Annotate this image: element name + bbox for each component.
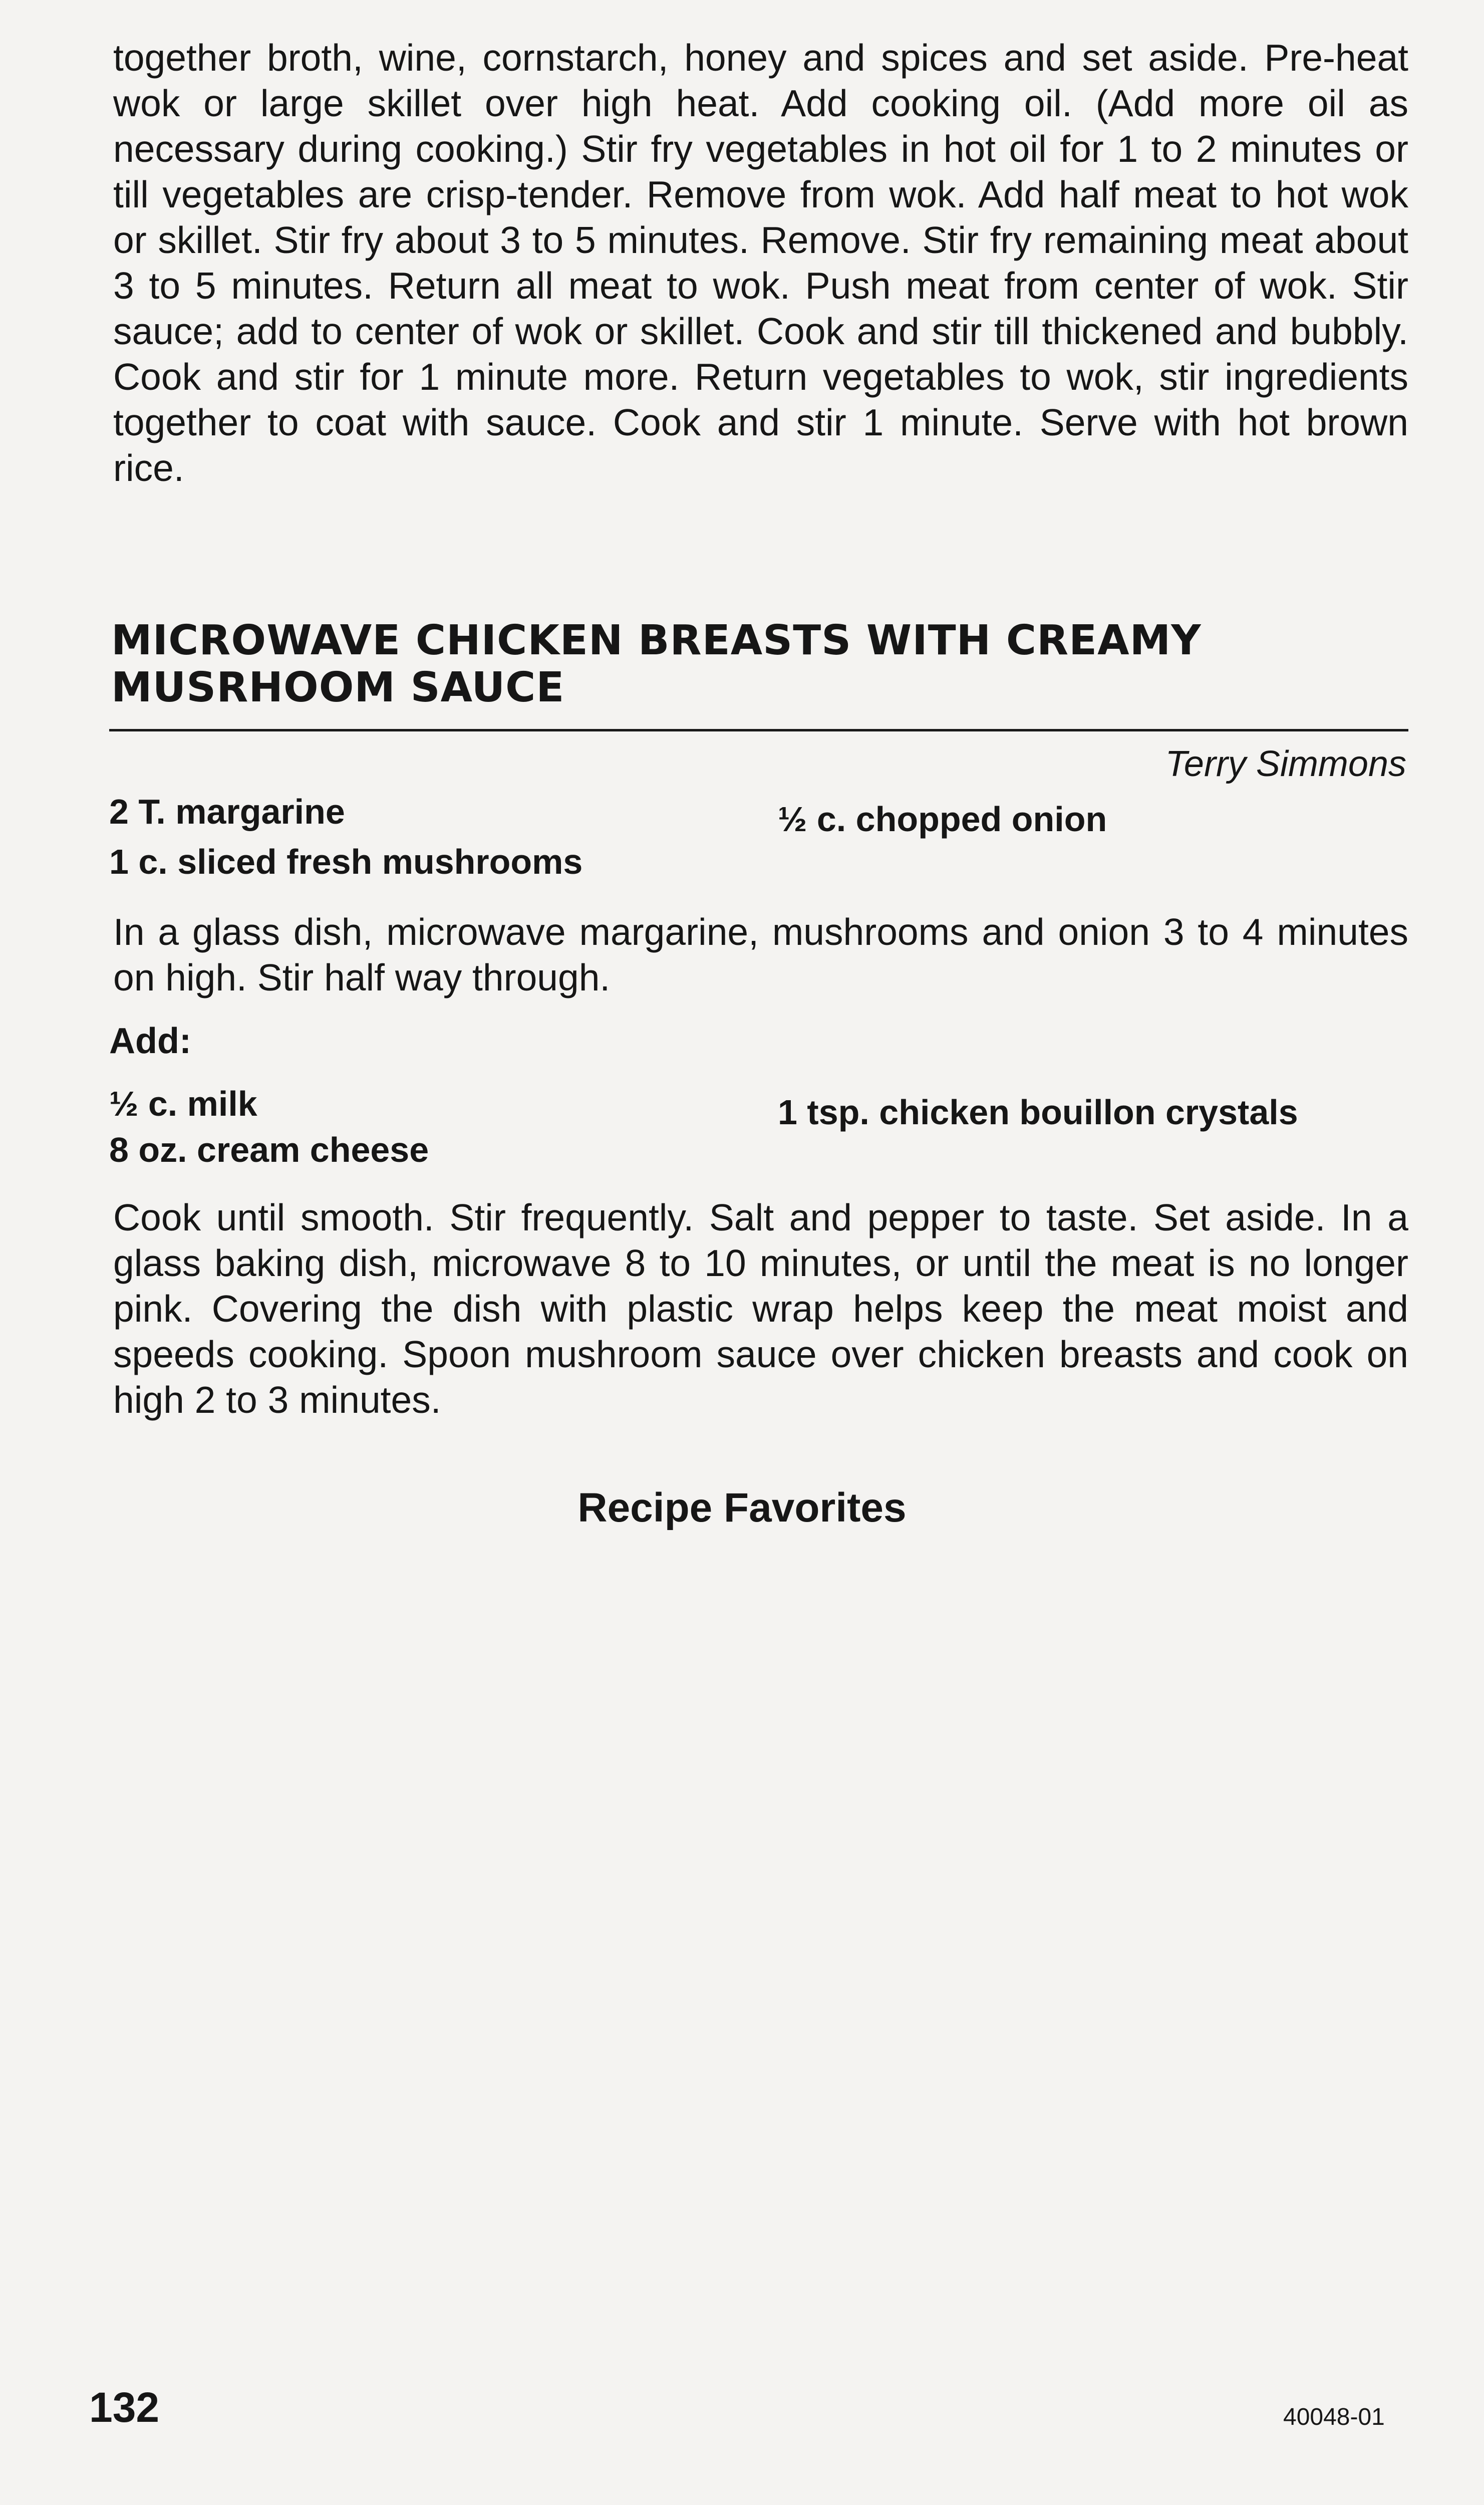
ingredient: 1 tsp. chicken bouillon crystals xyxy=(778,1093,1298,1132)
recipe-step: Cook until smooth. Stir frequently. Salt and pepper to taste. Set aside. In a glass baking dish, microwave 8 to 10 minutes, or until the meat is no longer pink. Covering the dish with plastic wrap helps keep the meat moist and speeds cooking. Spoon mushroom sauce over chicken breasts and cook on high 2 to 3 minutes. xyxy=(113,1196,1408,1421)
ingredient: 2 T. margarine xyxy=(109,792,345,831)
title-divider xyxy=(109,729,1408,731)
add-label: Add: xyxy=(109,1021,191,1061)
previous-recipe-directions: together broth, wine, cornstarch, honey and spices and set aside. Pre-heat wok or large skillet over high heat. Add cooking oil. (Add more oil as necessary during cooking.) Stir fry vegetables in hot oil for 1 to 2 minutes or till vegetables are crisp-tender. Remove from wok. Add half meat to hot wok or skillet. Stir fry about 3 to 5 minutes. Remove. Stir fry remaining meat about 3 to 5 minutes. Return all meat to wok. Push meat from center of wok. Stir sauce; add to center of wok or skillet. Cook and stir till thickened and bubbly. Cook and stir for 1 minute more. Return vegetables to wok, stir ingredients together to coat with sauce. Cook and stir 1 minute. Serve with hot brown rice. xyxy=(113,37,1408,489)
recipe-author: Terry Simmons xyxy=(1165,744,1406,784)
section-heading: Recipe Favorites xyxy=(577,1485,907,1531)
print-code: 40048-01 xyxy=(1283,2404,1385,2430)
ingredient: 1 c. sliced fresh mushrooms xyxy=(109,842,583,881)
ingredient: ½ c. chopped onion xyxy=(778,800,1107,839)
ingredient: ½ c. milk xyxy=(109,1084,257,1123)
page-number: 132 xyxy=(89,2384,160,2431)
recipe-step: In a glass dish, microwave margarine, mushrooms and onion 3 to 4 minutes on high. Stir half way through. xyxy=(113,911,1408,998)
recipe-title: MICROWAVE CHICKEN BREASTS WITH CREAMY MUSRHOOM SAUCE xyxy=(111,617,1202,711)
ingredient: 8 oz. cream cheese xyxy=(109,1130,429,1169)
